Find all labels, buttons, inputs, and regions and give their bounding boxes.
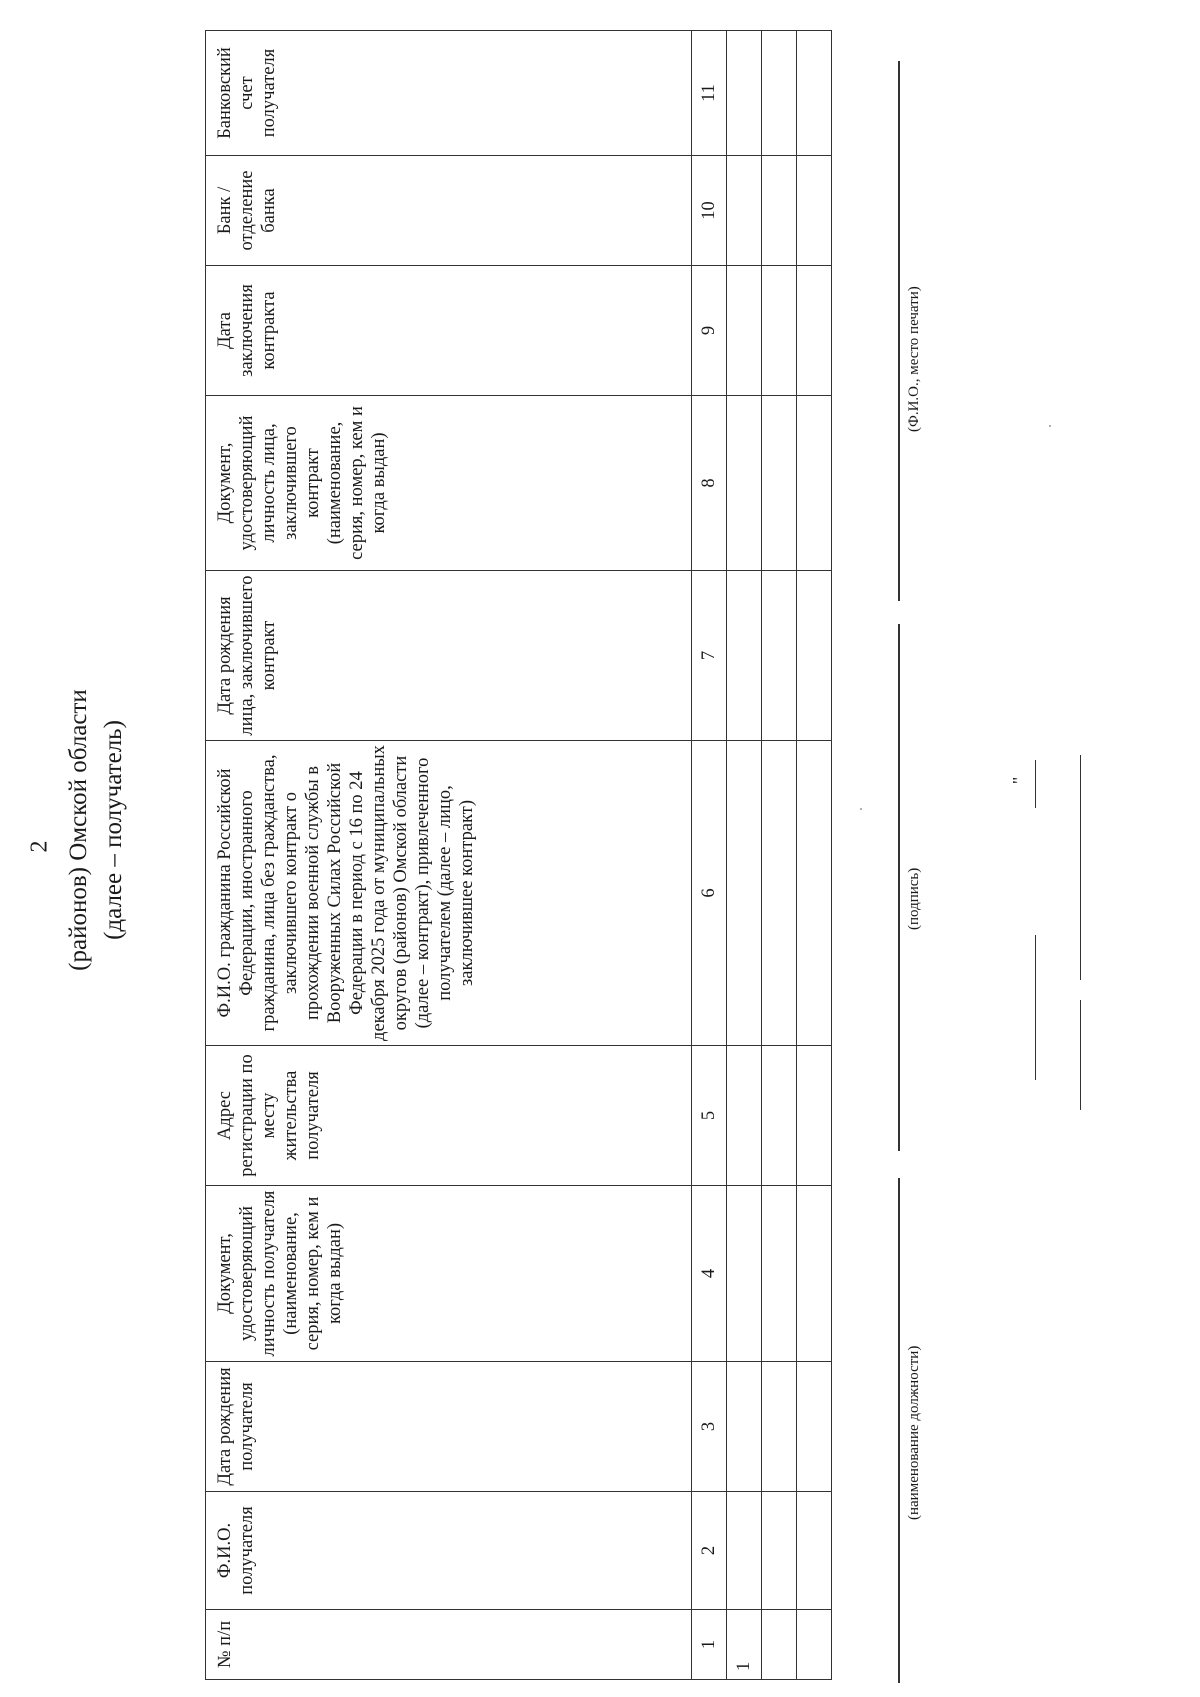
table-cell: [727, 31, 762, 156]
column-number: 4: [692, 1186, 727, 1362]
table-cell: [727, 571, 762, 741]
table-cell: [727, 1186, 762, 1362]
date-month-line: [1080, 755, 1081, 980]
table-cell: [762, 266, 797, 396]
table-cell: [727, 156, 762, 266]
table-cell: [797, 1186, 832, 1362]
table-header-row: [206, 31, 692, 1680]
table-cell: [762, 1186, 797, 1362]
table-cell: [797, 571, 832, 741]
heading-line-2: (далее – получатель): [100, 720, 127, 940]
table-cell: [762, 156, 797, 266]
table-cell: [762, 571, 797, 741]
table-cell: [797, 1610, 832, 1680]
table-cell: [727, 741, 762, 1046]
table-cell: [762, 1610, 797, 1680]
table-cell: [797, 1362, 832, 1492]
table-cell: [727, 1046, 762, 1186]
table-cell: [762, 741, 797, 1046]
table-cell: [727, 266, 762, 396]
column-header: Ф.И.О. получателя: [206, 1492, 692, 1610]
column-number: 1: [692, 1610, 727, 1680]
column-number: 11: [692, 31, 727, 156]
table-cell: [797, 1492, 832, 1610]
column-number: 2: [692, 1492, 727, 1610]
scan-dot: [1049, 425, 1051, 427]
table-cell: [797, 396, 832, 571]
column-number: 10: [692, 156, 727, 266]
column-header: Банковский счет получателя: [206, 31, 692, 156]
recipients-table: [205, 47, 809, 1680]
signature-line: [898, 624, 900, 1151]
column-header: Адрес регистрации по месту жительства получателя: [206, 1046, 692, 1186]
row-number: 1: [727, 1610, 762, 1680]
page-heading: [61, 560, 131, 1100]
table-cell: [727, 396, 762, 571]
column-number: 8: [692, 396, 727, 571]
table-cell: [762, 1046, 797, 1186]
column-header: Ф.И.О. гражданина Российской Федерации, иностранного гражданина, лица без гражданства, заключившего контракт о прохождении военной службы в Вооруженных Силах Российской Федерации в период с 16 по 24 декабря 2025 года от муниципальных округов (районов) Омской области (далее – контракт), привлеченного получателем (далее – лицо, заключившее контракт): [206, 741, 692, 1046]
table-cell: [797, 741, 832, 1046]
table-cell: [762, 396, 797, 571]
signature-caption: (подпись): [906, 867, 922, 930]
column-header: № п/п: [206, 1610, 692, 1680]
table-cell: [797, 1046, 832, 1186]
column-number: 3: [692, 1362, 727, 1492]
table-cell: [727, 1492, 762, 1610]
table-cell: [762, 31, 797, 156]
column-number: 6: [692, 741, 727, 1046]
table-row: [797, 31, 832, 1680]
column-header: Документ, удостоверяющий личность получателя (наименование, серия, номер, кем и когда выдан): [206, 1186, 692, 1362]
position-caption: (наименование должности): [906, 1345, 922, 1520]
table-cell: [797, 266, 832, 396]
table-cell: [762, 1362, 797, 1492]
heading-line-1: (районов) Омской области: [65, 689, 92, 971]
date-extra-line: [1035, 935, 1036, 1080]
column-header: Дата заключения контракта: [206, 266, 692, 396]
column-number: 9: [692, 266, 727, 396]
column-number-row: [692, 31, 727, 1680]
column-header: Дата рождения получателя: [206, 1362, 692, 1492]
table-cell: [797, 156, 832, 266]
column-number: 7: [692, 571, 727, 741]
position-signature-line: [898, 1178, 900, 1683]
table-row: [727, 31, 762, 1680]
table-cell: [797, 31, 832, 156]
name-signature-line: [898, 61, 900, 601]
name-caption: (Ф.И.О., место печати): [906, 286, 922, 432]
column-number: 5: [692, 1046, 727, 1186]
date-quote-mark: ": [1009, 776, 1030, 785]
table-row: [762, 31, 797, 1680]
column-header: Банк / отделение банка: [206, 156, 692, 266]
table-cell: [762, 1492, 797, 1610]
column-header: Дата рождения лица, заключившего контракт: [206, 571, 692, 741]
date-year-line: [1080, 1000, 1081, 1110]
date-day-line: [1035, 760, 1036, 808]
column-header: Документ, удостоверяющий личность лица, заключившего контракт (наименование, серия, номер, кем и когда выдан): [206, 396, 692, 571]
table-cell: [727, 1362, 762, 1492]
scan-dot: [860, 808, 862, 810]
page-number: 2: [26, 840, 53, 853]
